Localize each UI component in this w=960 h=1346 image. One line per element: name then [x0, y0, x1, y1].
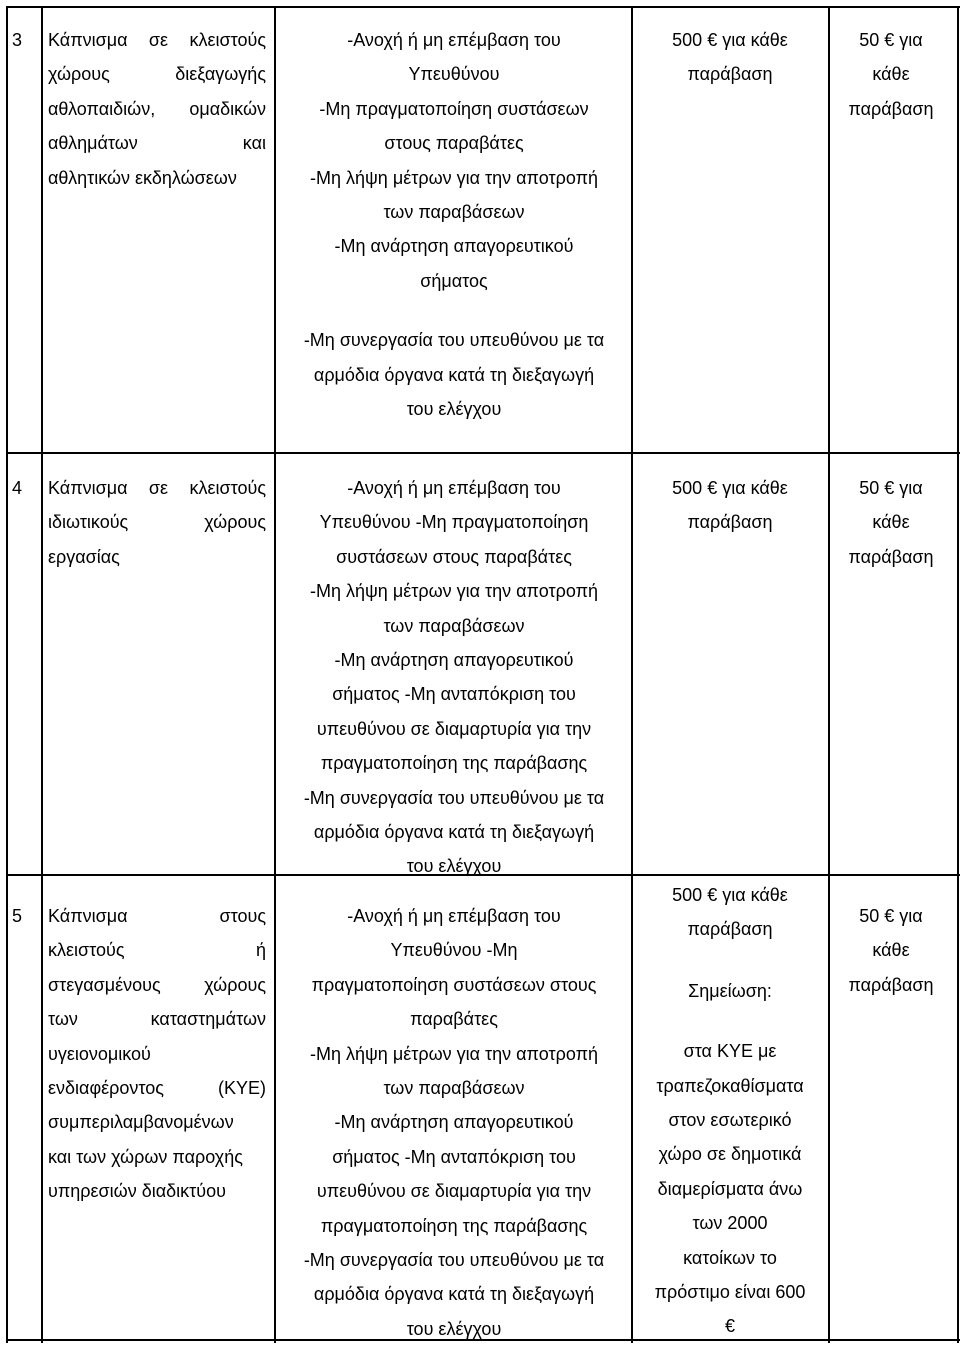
violation-line: του ελέγχου [406, 399, 502, 420]
activity-line: υπηρεσιών διαδικτύου [48, 1181, 226, 1202]
fine-line: 500 € για κάθε [672, 478, 788, 498]
violation-line: του ελέγχου [406, 856, 502, 877]
violation-line: -Μη λήψη μέτρων για την αποτροπή [309, 167, 599, 188]
fine-line: 500 € για κάθε [672, 885, 788, 905]
violation-line: των παραβάσεων [383, 615, 525, 636]
violation-line: αρμόδια όργανα κατά τη διεξαγωγή [313, 364, 595, 385]
row-number: 3 [12, 30, 23, 50]
violation-line: -Μη ανάρτηση απαγορευτικού [334, 236, 574, 257]
note-line: € [724, 1316, 735, 1337]
table-border-right [957, 6, 959, 1343]
activity-line: υγειονομικού [48, 1043, 151, 1064]
violation-line: συστάσεων στους παραβάτες [336, 546, 572, 567]
activity-line: ενδιαφέροντος (ΚΥΕ) [48, 1078, 266, 1099]
row-number: 5 [12, 906, 23, 926]
violation-line: Υπευθύνου -Μη πραγματοποίηση [319, 512, 589, 533]
fine-line: κάθε [872, 512, 910, 533]
violation-line: υπευθύνου σε διαμαρτυρία για την [316, 718, 592, 739]
fine-line: παράβαση [687, 919, 773, 940]
activity-line: αθλοπαιδιών, ομαδικών [48, 98, 266, 119]
row-number: 4 [12, 478, 23, 498]
activity-line: συμπεριλαμβανομένων [48, 1112, 234, 1133]
column-divider [274, 6, 276, 1343]
activity-line: αθλητικών εκδηλώσεων [48, 167, 237, 188]
violation-line: πραγματοποίηση συστάσεων στους [311, 974, 597, 995]
violation-line: των παραβάσεων [383, 1078, 525, 1099]
table-border-left [6, 6, 8, 1343]
fine-line: 500 € για κάθε [672, 30, 788, 50]
violation-line: στους παραβάτες [384, 133, 524, 154]
fine-line: παράβαση [848, 974, 934, 995]
fine-line: κάθε [872, 940, 910, 961]
note-line: χώρο σε δημοτικά [658, 1144, 802, 1165]
violation-line: πραγματοποίηση της παράβασης [320, 1215, 588, 1236]
note-label: Σημείωση: [688, 980, 772, 1001]
violations-cell [287, 471, 621, 884]
row-divider [6, 452, 960, 454]
activity-cell [48, 23, 266, 195]
smoker-fine-cell [840, 471, 942, 574]
activity-line: κλειστούς ή [48, 940, 266, 961]
note-line: κατοίκων το [683, 1247, 777, 1268]
activity-line: και των χώρων παροχής [48, 1146, 243, 1167]
violation-line: του ελέγχου [406, 1318, 502, 1339]
activity-line: αθλημάτων και [48, 133, 266, 154]
violation-line: σήματος [420, 270, 488, 291]
activity-line: Κάπνισμα σε κλειστούς [48, 478, 266, 498]
violations-cell [287, 899, 621, 1346]
violation-line: -Μη συνεργασία του υπευθύνου με τα [303, 787, 605, 808]
table-border-top [6, 6, 960, 8]
fine-line: παράβαση [687, 512, 773, 533]
violation-line: των παραβάσεων [383, 202, 525, 223]
fine-line: παράβαση [848, 546, 934, 567]
fine-line: 50 € για [859, 30, 923, 50]
violation-line: -Μη λήψη μέτρων για την αποτροπή [309, 581, 599, 602]
violation-line: -Μη πραγματοποίηση συστάσεων [319, 98, 589, 119]
activity-line: των καταστημάτων [48, 1009, 266, 1030]
activity-line: ιδιωτικούς χώρους [48, 512, 266, 533]
violation-line: Υπευθύνου -Μη [390, 940, 518, 961]
establishment-fine-cell [642, 471, 818, 540]
violation-line: Υπευθύνου [408, 64, 500, 85]
note-line: στα ΚΥΕ με [683, 1041, 777, 1062]
violation-line: αρμόδια όργανα κατά τη διεξαγωγή [313, 1284, 595, 1305]
fine-line: παράβαση [687, 64, 773, 85]
note-line: στον εσωτερικό [668, 1110, 792, 1131]
violation-line: αρμόδια όργανα κατά τη διεξαγωγή [313, 822, 595, 843]
violation-line: -Ανοχή ή μη επέμβαση του [347, 478, 561, 498]
column-divider [41, 6, 43, 1343]
violation-line: -Μη ανάρτηση απαγορευτικού [334, 650, 574, 671]
violation-line: -Μη συνεργασία του υπευθύνου με τα [303, 330, 605, 351]
activity-line: Κάπνισμα στους [48, 906, 266, 926]
activity-line: χώρους διεξαγωγής [48, 64, 266, 85]
activity-line: στεγασμένους χώρους [48, 974, 266, 995]
fine-line: κάθε [872, 64, 910, 85]
establishment-fine-cell [642, 23, 818, 92]
violation-line: -Μη συνεργασία του υπευθύνου με τα [303, 1250, 605, 1271]
fine-line: 50 € για [859, 906, 923, 926]
violation-line: -Ανοχή ή μη επέμβαση του [347, 906, 561, 926]
violation-line: -Μη ανάρτηση απαγορευτικού [334, 1112, 574, 1133]
violation-line: -Ανοχή ή μη επέμβαση του [347, 30, 561, 50]
violations-cell [287, 23, 621, 426]
smoker-fine-cell [840, 23, 942, 126]
activity-cell [48, 899, 266, 1209]
note-line: πρόστιμο είναι 600 [654, 1282, 806, 1303]
note-line: διαμερίσματα άνω [657, 1178, 803, 1199]
violation-line: παραβάτες [410, 1009, 498, 1030]
violation-line: υπευθύνου σε διαμαρτυρία για την [316, 1181, 592, 1202]
violation-line: πραγματοποίηση της παράβασης [320, 753, 588, 774]
violation-line: -Μη λήψη μέτρων για την αποτροπή [309, 1043, 599, 1064]
establishment-fine-cell [642, 878, 818, 1344]
fines-table [6, 6, 960, 1343]
activity-line: Κάπνισμα σε κλειστούς [48, 30, 266, 50]
note-line: τραπεζοκαθίσματα [656, 1075, 804, 1096]
activity-line: εργασίας [48, 546, 120, 567]
column-divider [631, 6, 633, 1343]
violation-line: σήματος -Μη ανταπόκριση του [332, 684, 576, 705]
column-divider [828, 6, 830, 1343]
note-line: των 2000 [692, 1213, 768, 1234]
fine-line: 50 € για [859, 478, 923, 498]
activity-cell [48, 471, 266, 574]
violation-line: σήματος -Μη ανταπόκριση του [332, 1146, 576, 1167]
spacer [287, 298, 621, 323]
fine-line: παράβαση [848, 98, 934, 119]
smoker-fine-cell [840, 899, 942, 1002]
